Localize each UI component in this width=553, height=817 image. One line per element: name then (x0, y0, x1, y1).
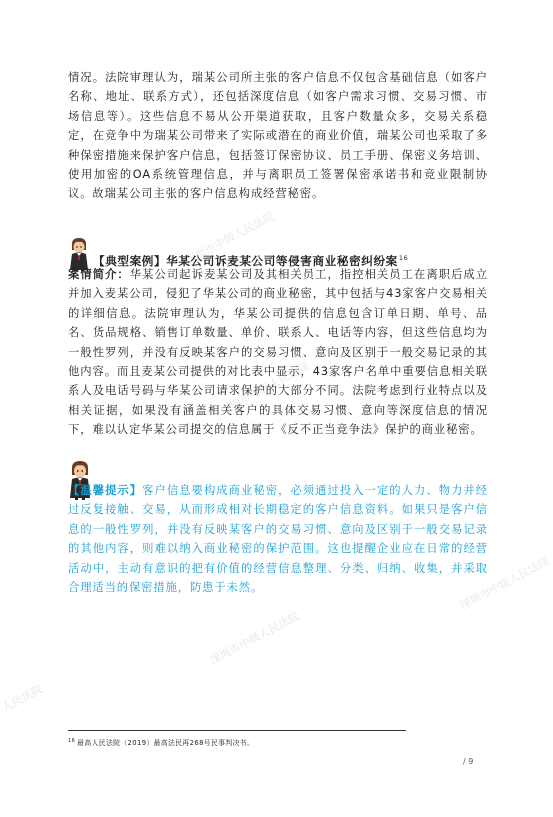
case-paragraph (68, 265, 488, 440)
case-title-text: 【典型案例】华某公司诉麦某公司等侵害商业秘密纠纷案 (93, 254, 398, 268)
watermark: 深圳市中级人民法院 (207, 609, 302, 668)
watermark: 深圳市中级人民法院 (457, 554, 552, 613)
case-text: 华某公司起诉麦某公司及其相关员工，指控相关员工在离职后成立并加入麦某公司，侵犯了华某公司的商业秘密，其中包括与43家客户交易相关的详细信息。法院审理认为，华某公司提供的信息包含订单日期、单号、品名、货品规格、销售订单数量、单价、联系人、电话等内容，但这些信息均为一般性罗列，并没有反映某客户的交易习惯、意向及区别于一般交易记录的其他内容。而且麦某公司提供的对比表中显示，43家客户名单中重要信息相关联系人及电话号码与华某公司请求保护的大部分不同。法院考虑到行业特点以及相关证据，如果没有涵盖相关客户的具体交易习惯、意向等深度信息的情况下，难以认定华某公司提交的信息属于《反不正当竞争法》保护的商业秘密。 (68, 268, 488, 437)
case-label: 案情简介： (68, 268, 130, 281)
tip-paragraph (68, 481, 488, 597)
footnote-text: 最高人民法院（2019）最高法民再268号民事判决书。 (77, 739, 255, 747)
page-number: / 9 (463, 757, 474, 766)
watermark: 深圳市中级人民法院 (217, 359, 312, 418)
footnote-ref: 16 (398, 254, 409, 262)
body-paragraph: 情况。法院审理认为，瑞某公司所主张的客户信息不仅包含基础信息（如客户名称、地址、联系方式），还包括深度信息（如客户需求习惯、交易习惯、市场信息等）。这些信息不易从公开渠道获取，且客户数量众多，交易关系稳定，在竞争中为瑞某公司带来了实际或潜在的商业价值，瑞某公司也采取了多种保密措施来保护客户信息，包括签订保密协议、员工手册、保密义务培训、使用加密的OA系统管理信息，并与离职员工签署保密承诺书和竞业限制协议。故瑞某公司主张的客户信息构成经营秘密。 (68, 71, 488, 201)
footnote (68, 737, 254, 747)
watermark: 人民法院 (0, 682, 45, 715)
footnote-divider (68, 730, 406, 731)
watermark: 深圳市中级人民法院 (182, 209, 277, 268)
tip-label: 【温馨提示】 (68, 484, 143, 497)
tip-text: 客户信息要构成商业秘密，必须通过投入一定的人力、物力并经过反复接触、交易，从而形成相对长期稳定的客户信息资料。如果只是客户信息的一般性罗列，并没有反映某客户的交易习惯、意向及区别于一般交易记录的其他内容，则难以纳入商业秘密的保护范围。这也提醒企业应在日常的经营活动中，主动有意识的把有价值的经营信息整理、分类、归纳、收集，并采取合理适当的保密措施，防患于未然。 (68, 484, 489, 595)
footnote-number: 16 (68, 738, 76, 744)
